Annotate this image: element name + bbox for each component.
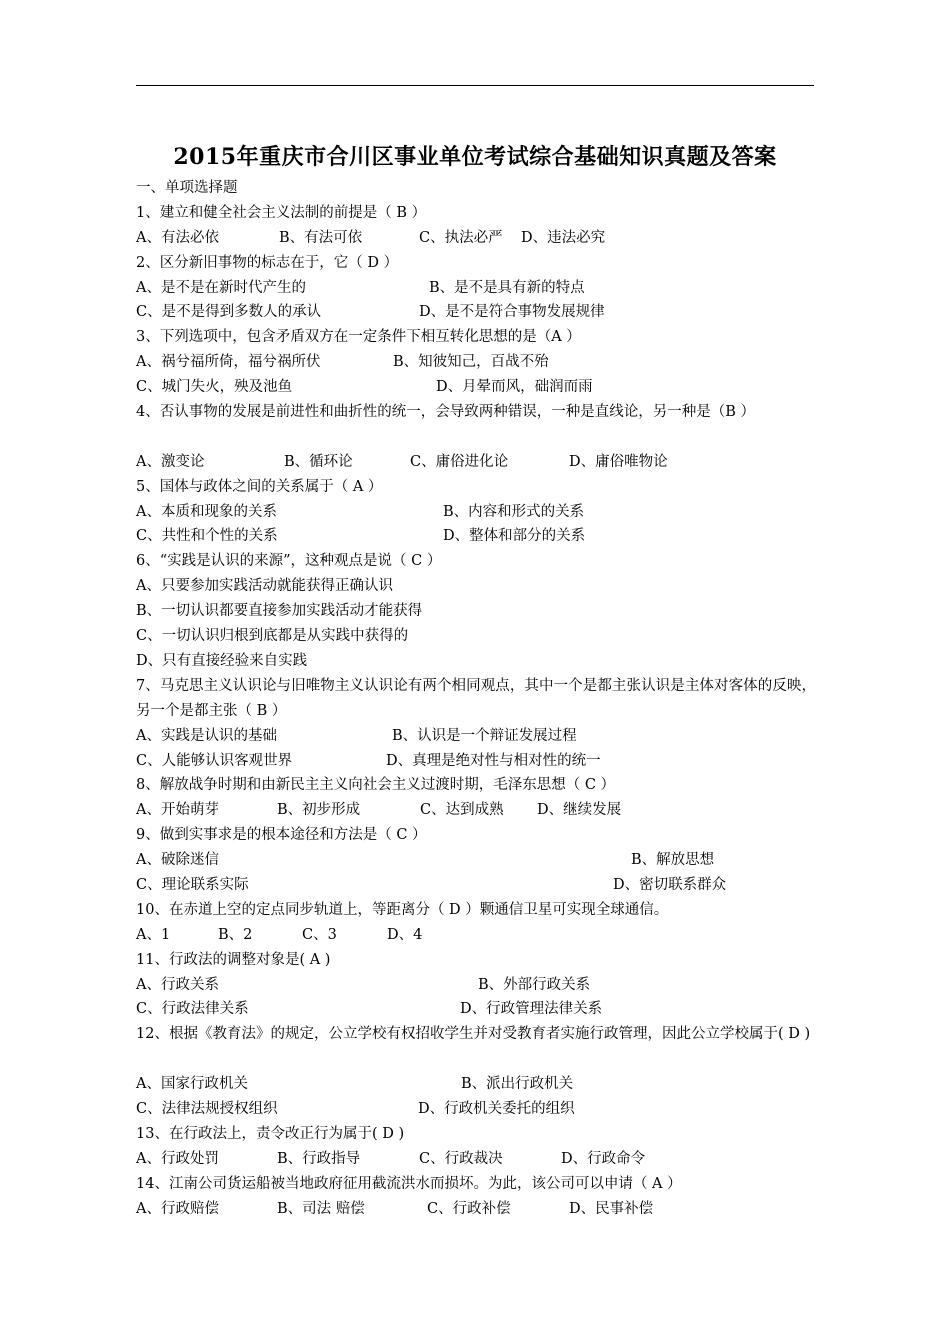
option-c: C、理论联系实际	[136, 876, 249, 893]
question-4: 4、否认事物的发展是前进性和曲折性的统一，会导致两种错误，一种是直线论，另一种是（B ）	[136, 404, 755, 421]
option-c: C、3	[302, 926, 337, 943]
options-5b	[136, 524, 816, 549]
option-d: D、行政管理法律关系	[460, 1001, 603, 1018]
options-14	[136, 1197, 816, 1222]
option-d: D、只有直接经验来自实践	[136, 652, 308, 669]
question-14: 14、江南公司货运船被当地政府征用截流洪水而损坏。为此，该公司可以申请（ A ）	[136, 1175, 682, 1192]
option-b: B、内容和形式的关系	[443, 503, 585, 520]
option-d: D、行政机关委托的组织	[418, 1101, 575, 1117]
question-8: 8、解放战争时期和由新民主主义向社会主义过渡时期，毛泽东思想（ C ）	[136, 777, 616, 794]
option-d: D、行政命令	[561, 1150, 646, 1167]
option-a: A、1	[136, 926, 171, 943]
question-5: 5、国体与政体之间的关系属于（ A ）	[136, 478, 383, 495]
option-b: B、外部行政关系	[478, 976, 591, 993]
options-3b	[136, 375, 816, 400]
option-d: D、整体和部分的关系	[443, 528, 586, 545]
options-7a	[136, 724, 816, 749]
options-9b	[136, 873, 816, 898]
question-1: 1、建立和健全社会主义法制的前提是（ B ）	[136, 204, 427, 221]
option-a: A、破除迷信	[136, 852, 219, 869]
option-d: D、密切联系群众	[613, 876, 727, 893]
option-c: C、人能够认识客观世界	[136, 752, 293, 769]
option-b: B、循环论	[284, 453, 353, 470]
option-b: B、一切认识都要直接参加实践活动才能获得	[136, 603, 423, 620]
options-7b	[136, 749, 816, 774]
option-b: B、知彼知己，百战不殆	[393, 354, 549, 371]
question-6: 6、“实践是认识的来源”，这种观点是说（ C ）	[136, 553, 442, 570]
question-3: 3、下列选项中，包含矛盾双方在一定条件下相互转化思想的是（A ）	[136, 329, 581, 346]
options-5a	[136, 500, 816, 525]
option-d: D、继续发展	[537, 802, 622, 819]
question-9: 9、做到实事求是的根本途径和方法是（ C ）	[136, 827, 427, 844]
options-1	[136, 226, 816, 251]
option-a: A、是不是在新时代产生的	[136, 279, 306, 296]
question-2: 2、区分新旧事物的标志在于，它（ D ）	[136, 254, 399, 271]
option-a: A、激变论	[136, 453, 205, 470]
options-9a	[136, 848, 816, 873]
option-a: A、行政处罚	[136, 1150, 219, 1167]
option-b: B、司法 赔偿	[277, 1200, 365, 1217]
option-c: C、一切认识归根到底都是从实践中获得的	[136, 628, 409, 645]
options-12b	[136, 1097, 816, 1122]
option-d: D、真理是绝对性与相对性的统一	[386, 752, 601, 769]
question-7: 7、马克思主义认识论与旧唯物主义认识论有两个相同观点，其中一个是都主张认识是主体对客体的反映，另一个是都主张（ B ）	[136, 677, 816, 719]
option-b: B、有法可依	[279, 229, 363, 246]
options-3a	[136, 350, 816, 375]
options-4	[136, 450, 816, 475]
option-b: B、2	[218, 926, 253, 943]
question-12: 12、根据《教育法》的规定，公立学校有权招收学生并对受教育者实施行政管理，因此公立学校属于( D )	[136, 1026, 811, 1043]
option-b: B、是不是具有新的特点	[429, 279, 585, 296]
option-a: A、有法必依	[136, 229, 219, 246]
option-a: A、行政关系	[136, 976, 219, 993]
option-b: B、行政指导	[277, 1150, 361, 1167]
options-13	[136, 1147, 816, 1172]
option-d: D、是不是符合事物发展规律	[419, 304, 605, 321]
option-c: C、达到成熟	[420, 802, 504, 819]
option-c: C、是不是得到多数人的承认	[136, 304, 322, 321]
option-c: C、执法必严	[419, 229, 503, 246]
options-10	[136, 923, 816, 948]
option-a: A、开始萌芽	[136, 802, 219, 819]
section-heading: 一、单项选择题	[136, 180, 238, 196]
option-b: B、解放思想	[631, 852, 715, 869]
option-d: D、月晕而风，础润而雨	[436, 379, 593, 396]
option-c: C、共性和个性的关系	[136, 528, 278, 545]
option-d: D、4	[387, 926, 423, 943]
options-2b	[136, 300, 816, 325]
question-list	[136, 176, 816, 1221]
option-c: C、行政法律关系	[136, 1001, 249, 1018]
option-c: C、庸俗进化论	[410, 453, 509, 470]
option-c: C、城门失火，殃及池鱼	[136, 379, 293, 396]
options-8	[136, 798, 816, 823]
option-a: A、祸兮福所倚，福兮祸所伏	[136, 354, 321, 371]
option-a: A、国家行政机关	[136, 1076, 248, 1093]
document-title: 2015年重庆市合川区事业单位考试综合基础知识真题及答案	[173, 144, 777, 170]
options-12a	[136, 1072, 816, 1097]
option-b: B、认识是一个辩证发展过程	[392, 727, 577, 744]
question-10: 10、在赤道上空的定点同步轨道上，等距离分（ D ）颗通信卫星可实现全球通信。	[136, 901, 669, 918]
option-a: A、行政赔偿	[136, 1200, 219, 1217]
question-11: 11、行政法的调整对象是( A )	[136, 951, 331, 968]
option-a: A、本质和现象的关系	[136, 503, 277, 520]
option-c: C、法律法规授权组织	[136, 1101, 278, 1117]
option-c: C、行政补偿	[427, 1200, 511, 1217]
option-a: A、只要参加实践活动就能获得正确认识	[136, 578, 393, 595]
options-11b	[136, 997, 816, 1022]
options-11a	[136, 973, 816, 998]
question-13: 13、在行政法上，责令改正行为属于( D )	[136, 1125, 405, 1142]
option-d: D、违法必究	[521, 229, 606, 246]
header-rule	[136, 85, 814, 86]
options-2a	[136, 276, 816, 301]
option-b: B、派出行政机关	[461, 1076, 574, 1093]
option-d: D、庸俗唯物论	[569, 453, 668, 470]
option-a: A、实践是认识的基础	[136, 727, 277, 744]
option-d: D、民事补偿	[569, 1200, 654, 1217]
option-c: C、行政裁决	[419, 1150, 503, 1167]
option-b: B、初步形成	[277, 802, 361, 819]
